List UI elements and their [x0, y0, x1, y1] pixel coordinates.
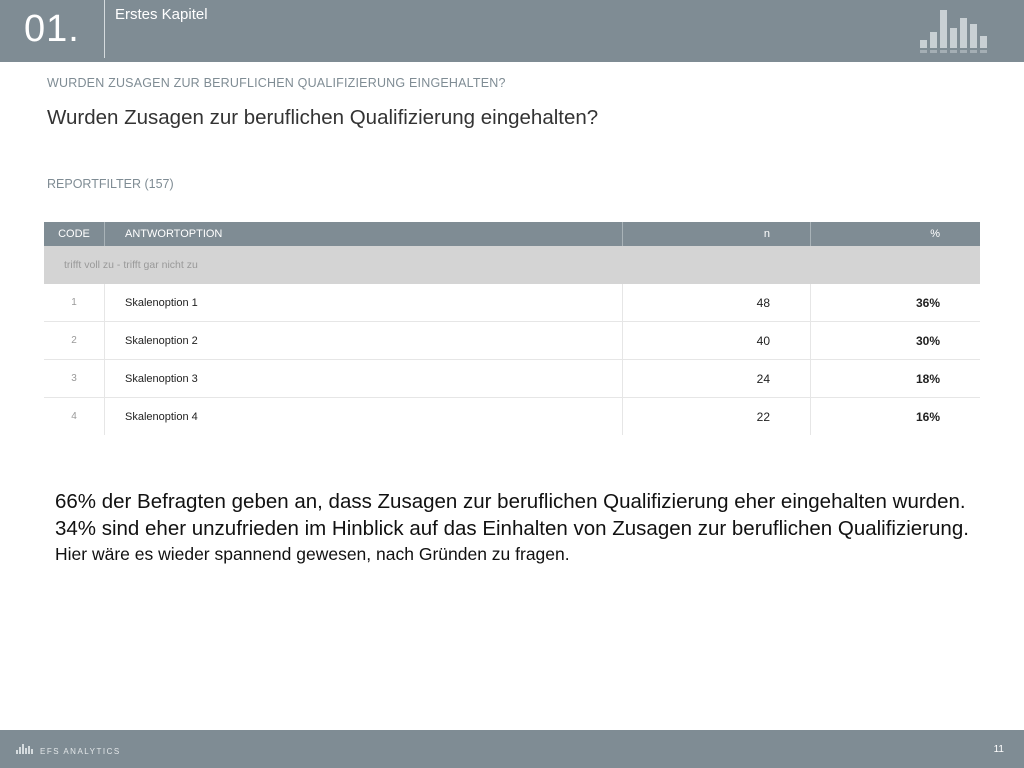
- scale-row: [44, 246, 980, 284]
- table-row: [44, 398, 980, 436]
- page-number: 11: [993, 744, 1004, 755]
- row-code: 3: [44, 360, 105, 398]
- row-option: Skalenoption 3: [105, 360, 623, 398]
- row-option: Skalenoption 1: [105, 284, 623, 322]
- report-filter: REPORTFILTER (157): [47, 177, 174, 191]
- footer-brand: EFS ANALYTICS: [40, 747, 121, 756]
- header-n: n: [623, 222, 811, 246]
- table-row: [44, 360, 980, 398]
- summary-text: [55, 488, 975, 566]
- chapter-title: Erstes Kapitel: [115, 6, 208, 23]
- header-divider: [104, 0, 105, 58]
- summary-line-2: 34% sind eher unzufrieden im Hinblick auf das Einhalten von Zusagen zur beruflichen Qualifizierung.: [55, 517, 969, 540]
- header-option: ANTWORTOPTION: [105, 222, 623, 246]
- row-percent: 30%: [811, 322, 981, 360]
- row-percent: 18%: [811, 360, 981, 398]
- chapter-number: 01.: [24, 8, 80, 50]
- section-subtitle: WURDEN ZUSAGEN ZUR BERUFLICHEN QUALIFIZIERUNG EINGEHALTEN?: [47, 76, 506, 90]
- question-title: Wurden Zusagen zur beruflichen Qualifizierung eingehalten?: [47, 106, 599, 129]
- header-percent: %: [811, 222, 981, 246]
- results-table: [44, 222, 980, 435]
- row-n: 22: [623, 398, 811, 436]
- row-option: Skalenoption 2: [105, 322, 623, 360]
- row-n: 24: [623, 360, 811, 398]
- summary-line-3: Hier wäre es wieder spannend gewesen, nach Gründen zu fragen.: [55, 544, 570, 564]
- row-percent: 16%: [915, 409, 940, 424]
- row-code: 1: [44, 284, 105, 322]
- footer-bar: [0, 730, 1024, 768]
- scale-label: trifft voll zu - trifft gar nicht zu: [44, 246, 980, 284]
- header-bar: [0, 0, 1024, 62]
- table-row: [44, 322, 980, 360]
- table-row: [44, 284, 980, 322]
- row-percent: 36%: [811, 284, 981, 322]
- brand-logo-icon: [16, 744, 36, 754]
- row-option: Skalenoption 4: [105, 398, 623, 436]
- header-code: CODE: [44, 222, 105, 246]
- row-n: 40: [623, 322, 811, 360]
- table-header-row: [44, 222, 980, 246]
- row-n: 48: [623, 284, 811, 322]
- row-code: 4: [44, 398, 105, 436]
- bar-chart-logo-icon: [918, 8, 998, 56]
- row-code: 2: [44, 322, 105, 360]
- summary-line-1: 66% der Befragten geben an, dass Zusagen zur beruflichen Qualifizierung eher eingehalten wurden.: [55, 490, 966, 513]
